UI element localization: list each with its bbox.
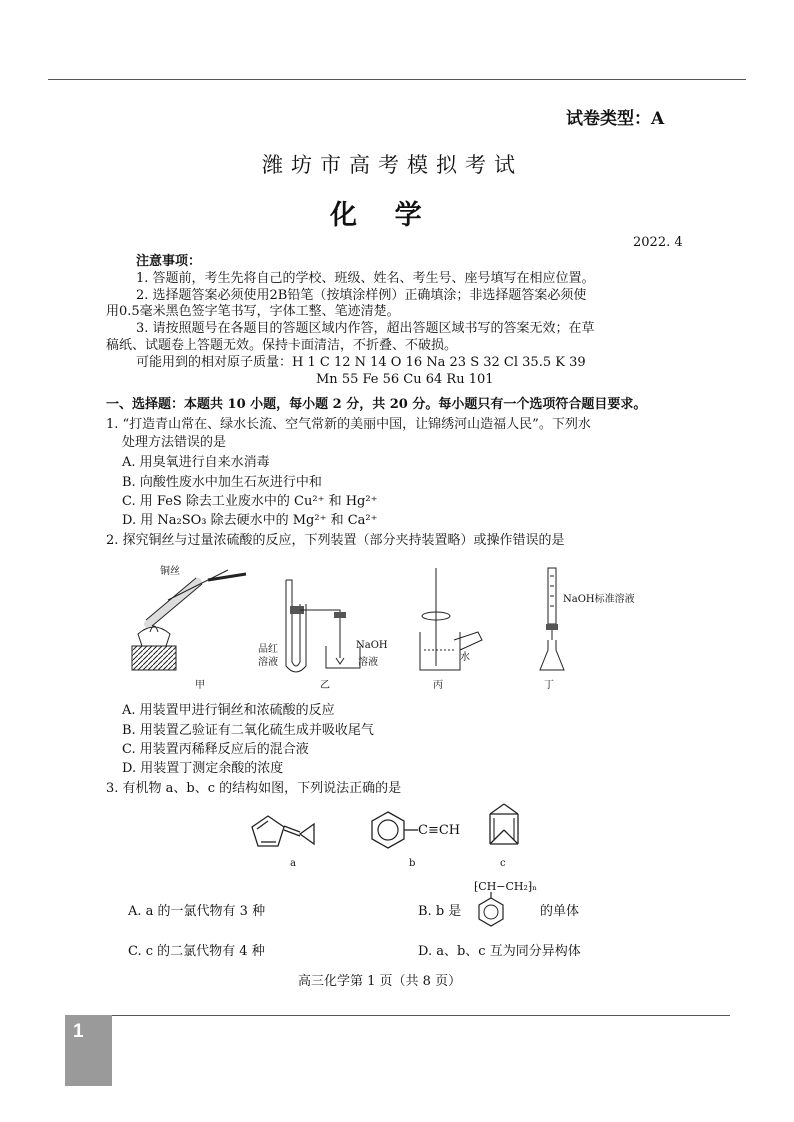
label-bing: 丙 xyxy=(433,680,443,691)
bottom-rule xyxy=(112,1015,730,1016)
notice-line-2: 2. 选择题答案必须使用2B铅笔（按填涂样例）正确填涂；非选择题答案必须使 xyxy=(136,288,587,303)
apparatus-bing-figure xyxy=(416,566,496,674)
label-yi: 乙 xyxy=(320,680,330,691)
q1-stem-1: 1. “打造青山常在、绿水长流、空气常新的美丽中国，让锦绣河山造福人民”。下列水 xyxy=(106,417,591,432)
notice-line-4: 3. 请按照题号在各题目的答题区域内作答，超出答题区域书写的答案无效；在草 xyxy=(136,321,595,336)
q3-option-d: D. a、b、c 互为同分异构体 xyxy=(418,944,581,959)
label-structure-b: b xyxy=(409,858,416,869)
label-naoh-solution: 溶液 xyxy=(358,657,378,668)
q2-option-b: B. 用装置乙验证有二氧化硫生成并吸收尾气 xyxy=(122,723,374,738)
q1-option-b: B. 向酸性废水中加生石灰进行中和 xyxy=(122,475,322,490)
q3-option-b-pre: B. b 是 xyxy=(418,904,462,919)
polymer-formula: ⁅CH−CH₂⁆ₙ xyxy=(474,880,537,893)
apparatus-jia-figure xyxy=(128,560,258,672)
structure-c-figure xyxy=(482,800,526,852)
label-ding: 丁 xyxy=(544,680,554,691)
label-triple-bond: C≡CH xyxy=(418,823,461,838)
atomic-mass-line-2: Mn 55 Fe 56 Cu 64 Ru 101 xyxy=(316,372,494,387)
top-rule xyxy=(48,79,746,80)
q3-option-a: A. a 的一氯代物有 3 种 xyxy=(128,904,266,919)
structure-a-figure xyxy=(248,812,328,858)
atomic-mass-line-1: 可能用到的相对原子质量：H 1 C 12 N 14 O 16 Na 23 S 32 Cl 35.5 K 39 xyxy=(136,355,586,370)
label-jia: 甲 xyxy=(195,680,205,691)
label-structure-a: a xyxy=(290,858,296,869)
q2-option-c: C. 用装置丙稀释反应后的混合液 xyxy=(122,742,309,757)
apparatus-ding-figure xyxy=(536,566,576,674)
exam-title: 潍坊市高考模拟考试 xyxy=(262,153,523,177)
q1-option-c: C. 用 FeS 除去工业废水中的 Cu²⁺ 和 Hg²⁺ xyxy=(122,494,378,509)
q1-stem-2: 处理方法错误的是 xyxy=(122,435,227,450)
q1-option-a: A. 用臭氧进行自来水消毒 xyxy=(122,455,270,470)
page-number: 1 xyxy=(73,1021,84,1042)
q1-option-d: D. 用 Na₂SO₃ 除去硬水中的 Mg²⁺ 和 Ca²⁺ xyxy=(122,513,378,528)
subject-title: 化 学 xyxy=(330,200,422,231)
label-structure-c: c xyxy=(500,858,506,869)
exam-date: 2022. 4 xyxy=(633,235,683,250)
q2-option-a: A. 用装置甲进行铜丝和浓硫酸的反应 xyxy=(122,703,335,718)
section-heading: 一、选择题：本题共 10 小题，每小题 2 分，共 20 分。每小题只有一个选项符合题目要求。 xyxy=(106,397,647,412)
label-pinhong: 品红 xyxy=(258,644,278,655)
q3-option-c: C. c 的二氯代物有 4 种 xyxy=(128,944,265,959)
notice-heading: 注意事项： xyxy=(136,254,202,269)
page-footer-text: 高三化学第 1 页（共 8 页） xyxy=(298,974,462,989)
label-naoh-standard: NaOH标准溶液 xyxy=(563,594,635,605)
page-number-tab xyxy=(65,1015,112,1086)
label-copper-wire: 铜丝 xyxy=(160,566,180,577)
label-pinhong-solution: 溶液 xyxy=(258,657,278,668)
q3-option-b-post: 的单体 xyxy=(540,904,580,919)
notice-line-5: 稿纸、试题卷上答题无效。保持卡面清洁，不折叠、不破损。 xyxy=(106,338,458,353)
notice-line-1: 1. 答题前，考生先将自己的学校、班级、姓名、考生号、座号填写在相应位置。 xyxy=(136,271,595,286)
q2-stem: 2. 探究铜丝与过量浓硫酸的反应，下列装置（部分夹持装置略）或操作错误的是 xyxy=(106,533,565,548)
q3-stem: 3. 有机物 a、b、c 的结构如图，下列说法正确的是 xyxy=(106,781,402,796)
label-water: 水 xyxy=(460,652,470,663)
notice-line-3: 用0.5毫米黑色签字笔书写，字体工整、笔迹清楚。 xyxy=(106,304,400,319)
paper-type: 试卷类型：A xyxy=(566,109,665,129)
polymer-benzene-figure xyxy=(474,892,508,926)
q2-option-d: D. 用装置丁测定余酸的浓度 xyxy=(122,761,284,776)
label-naoh: NaOH xyxy=(356,640,388,651)
